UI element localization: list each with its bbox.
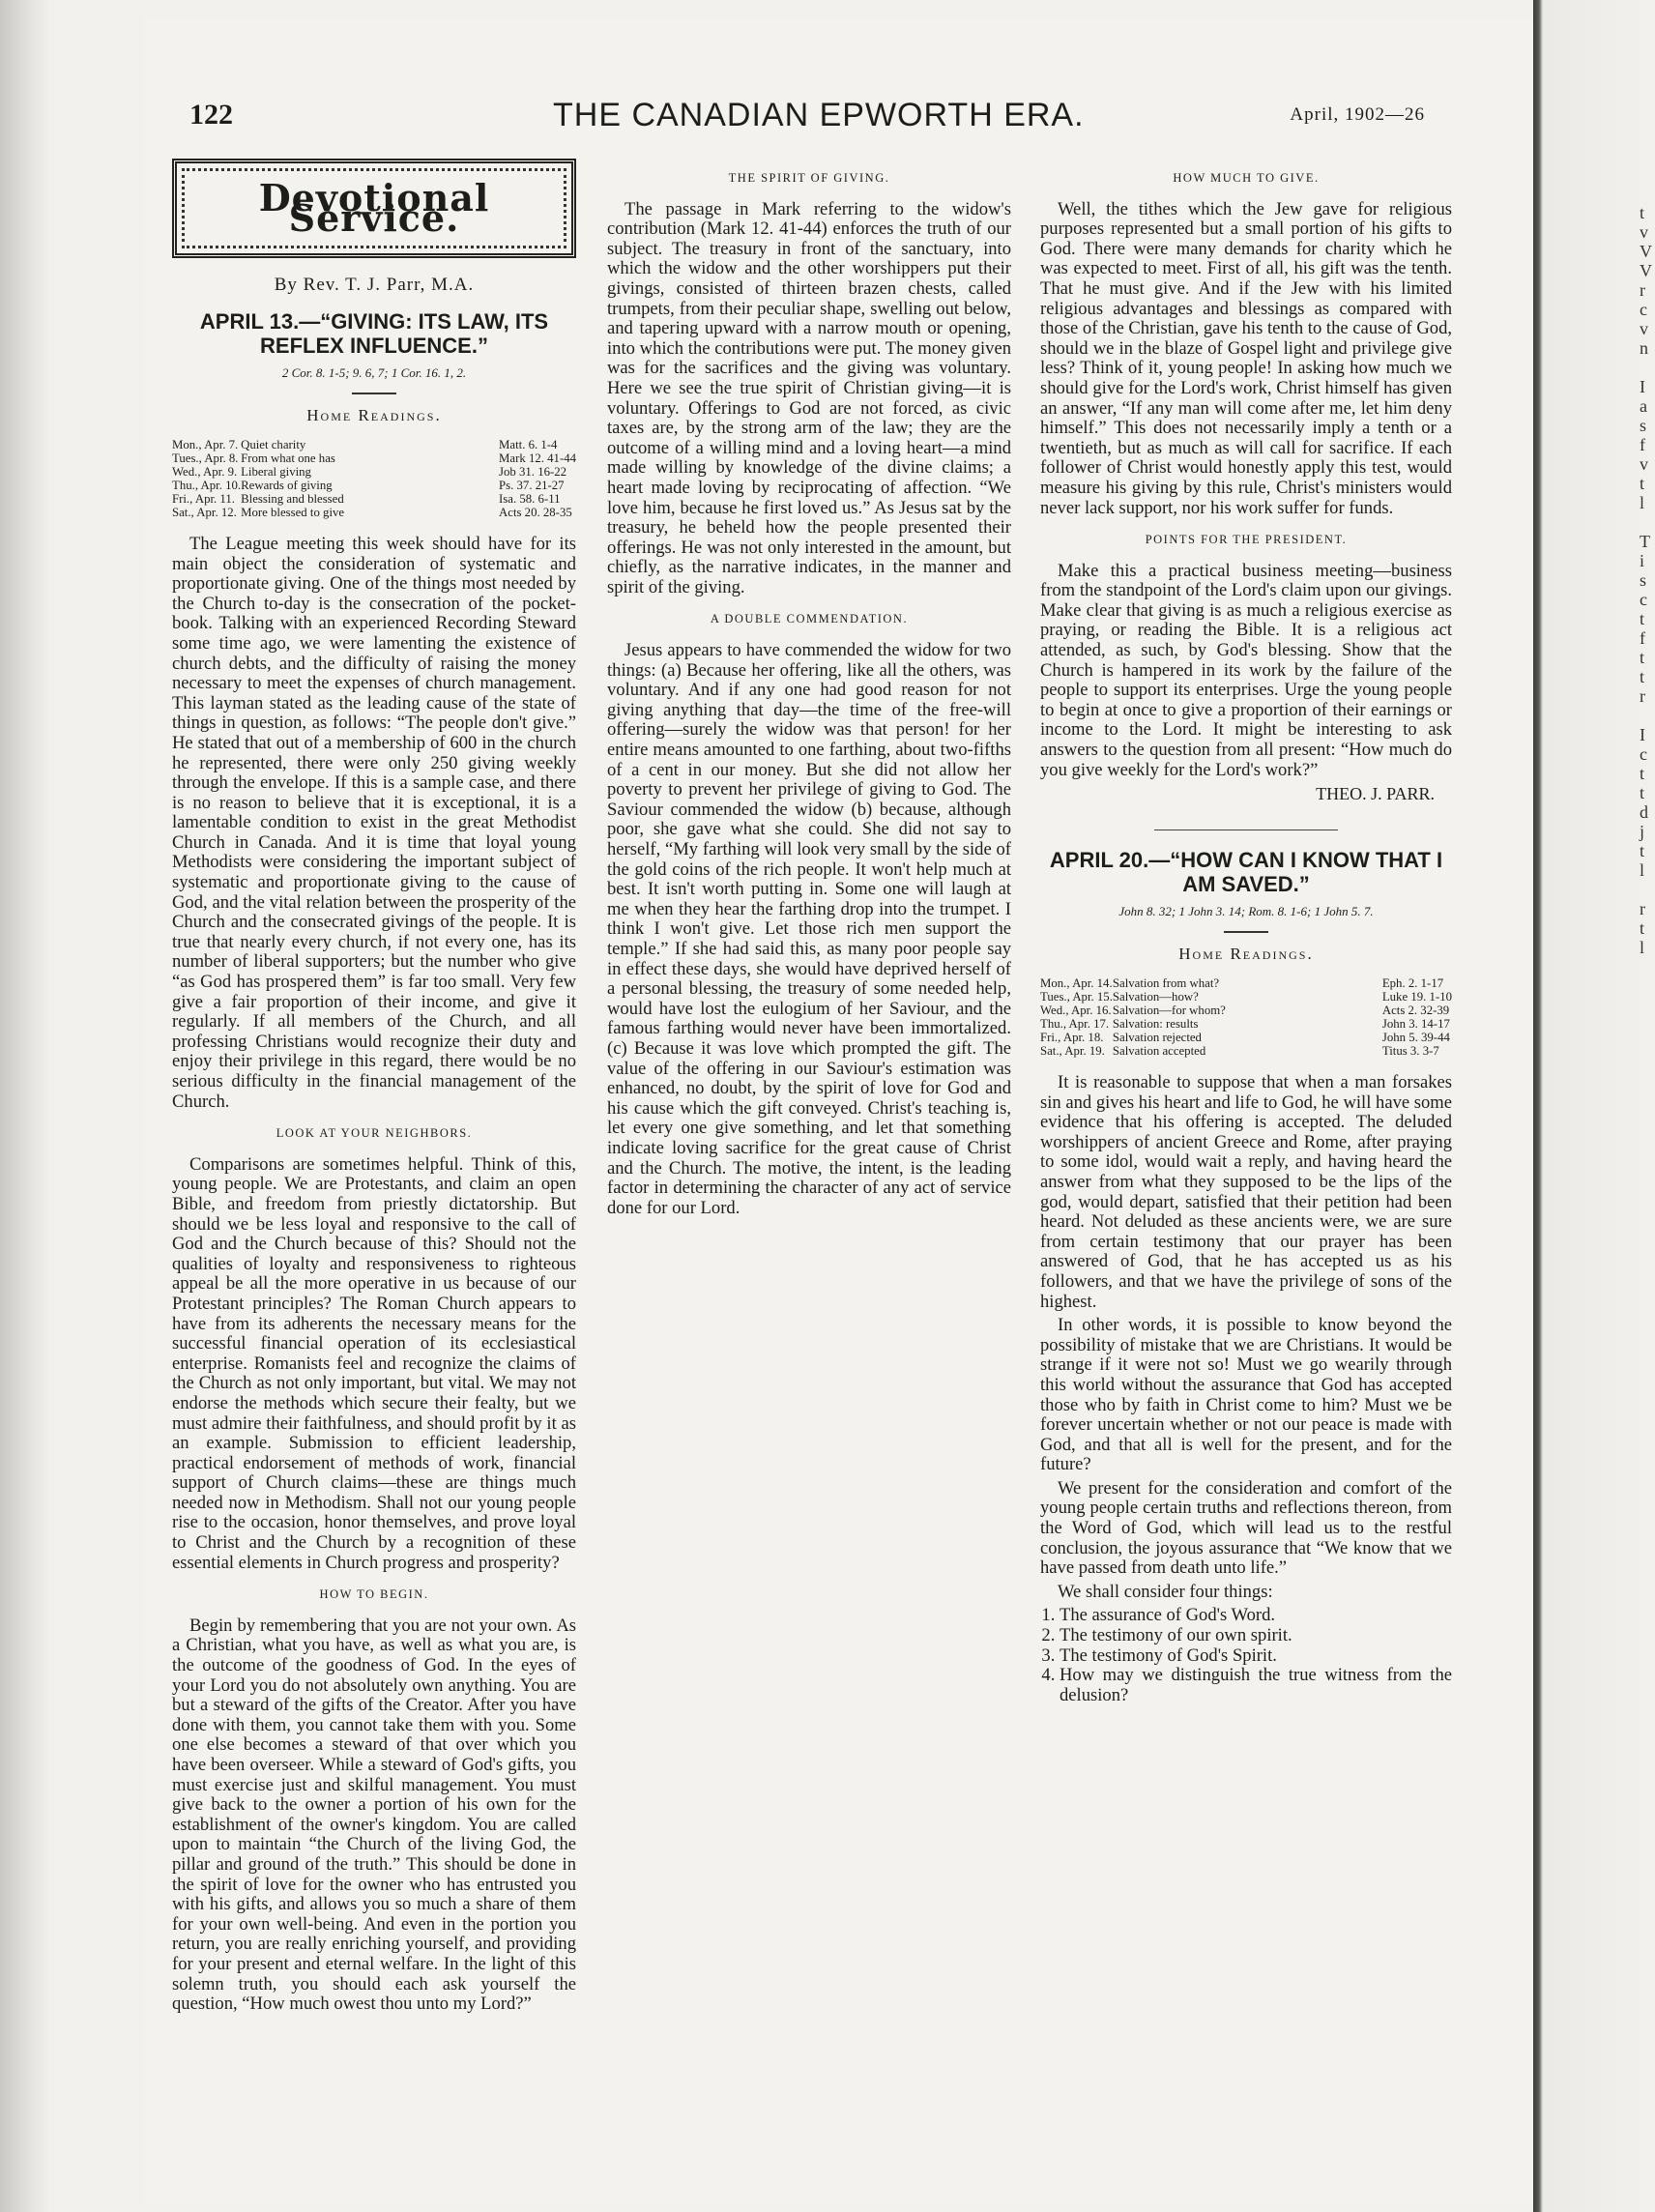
four-things-list — [1040, 1606, 1452, 1705]
divider — [352, 393, 396, 394]
reading-day: Tues., Apr. 8. — [172, 451, 239, 465]
reading-title: Salvation—how? — [1112, 990, 1199, 1004]
reading-ref: Ps. 37. 21-27 — [499, 478, 565, 492]
subheading-neighbors: LOOK AT YOUR NEIGHBORS. — [276, 1126, 473, 1141]
subheading-spirit: THE SPIRIT OF GIVING. — [728, 171, 890, 185]
table-row — [1040, 1031, 1452, 1044]
body-paragraph: We present for the consideration and comfort of the young people certain truths and reflections thereon, from the Word of God, which will lead us to the restful conclusion, the joyous assurance that “We know that we have passed from death unto life.” — [1040, 1477, 1452, 1579]
reading-ref: John 3. 14-17 — [1381, 1017, 1450, 1031]
column-3 — [1040, 157, 1452, 1705]
list-item: 1. The assurance of God's Word. — [1060, 1606, 1452, 1626]
list-item: 4. How may we distinguish the true witness from the delusion? — [1060, 1666, 1452, 1705]
subheading-double: A DOUBLE COMMENDATION. — [710, 612, 909, 626]
reading-day: Mon., Apr. 7. — [172, 437, 239, 451]
facing-page-text-fragment: t v V V r c v n I a s f v t l T i s c t f t t r I c t t d j t l r t l — [1640, 203, 1652, 957]
byline: By Rev. T. J. Parr, M.A. — [274, 275, 475, 296]
table-row — [1040, 1017, 1452, 1031]
scripture-references: John 8. 32; 1 John 3. 14; Rom. 8. 1-6; 1 John 5. 7. — [1118, 903, 1374, 918]
column-2 — [607, 157, 1011, 1222]
reading-title: Salvation accepted — [1112, 1044, 1206, 1058]
subheading-president: POINTS FOR THE PRESIDENT. — [1145, 533, 1348, 547]
scripture-references: 2 Cor. 8. 1-5; 9. 6, 7; 1 Cor. 16. 1, 2. — [281, 364, 467, 380]
masthead: THE CANADIAN EPWORTH ERA. — [553, 97, 1085, 133]
reading-day: Tues., Apr. 15. — [1040, 990, 1113, 1004]
reading-title: Salvation: results — [1112, 1017, 1199, 1031]
spirit-paragraph: The passage in Mark referring to the widow's contribution (Mark 12. 41-44) enforces the truth of our subject. The treasury in front of the sanctuary, into which the widow and the other worshippers put their givings, consisted of thirteen brazen chests, called trumpets, from their peculiar shape, swelling out below, and tapering upward with a narrow mouth or opening, into which the contributions were put. The money given was for the sacrifices and the giving was voluntary. Here we see the true spirit of Christian giving—it is voluntary. Offerings to God are not forced, as civic taxes are, by the strong arm of the law; they are the outcome of a willing mind and a loving heart—a mind made willing by knowledge of the divine claims; a heart made loving by reciprocating of affection. “We love him, because he first loved us.” As Jesus sat by the treasury, he beheld how the people presented their offerings. He was not only interested in the amount, but chiefly, as the narrative indicates, in the manner and spirit of the giving. — [607, 198, 1011, 597]
home-readings-table — [1040, 976, 1452, 1058]
reading-day: Fri., Apr. 11. — [172, 491, 235, 506]
begin-paragraph: Begin by remembering that you are not your own. As a Christian, what you have, as well as what you are, is the outcome of the goodness of God. In the eyes of your Lord you do not absolutely own anything. You are but a steward of the gifts of the Creator. After you have done with them, you cannot take them with you. Some one else becomes a steward of that over which you have been overseer. While a steward of God's gifts, you must exercise just and skilful management. You must give back to the owner a portion of his own for the establishment of the owner's kingdom. You are called upon to maintain “the Church of the living God, the pillar and ground of the truth.” This should be done in the spirit of love for the owner who has entrusted you with his gifts, and allows you so much a share of them for your own well-being. And even in the portion you return, you are really enriching yourself, and providing for your present and eternal welfare. In the light of this solemn truth, you should each ask yourself the question, “How much owest thou unto my Lord?” — [172, 1615, 576, 2015]
subheading-howmuch: HOW MUCH TO GIVE. — [1173, 171, 1320, 185]
table-row — [172, 438, 576, 451]
signature: THEO. J. PARR. — [1316, 784, 1435, 804]
reading-title: More blessed to give — [241, 505, 345, 519]
divider — [1224, 931, 1268, 933]
reading-title: Quiet charity — [241, 437, 306, 451]
reading-title: Salvation rejected — [1112, 1031, 1202, 1044]
page-header — [189, 97, 1446, 145]
table-row — [172, 479, 576, 492]
section-banner-title: Devotional Service. — [182, 168, 566, 248]
facing-page-edge — [1533, 0, 1655, 2212]
list-item: 3. The testimony of God's Spirit. — [1060, 1646, 1452, 1667]
reading-title: Salvation from what? — [1112, 976, 1220, 990]
reading-ref: Isa. 58. 6-11 — [499, 491, 561, 506]
reading-ref: Matt. 6. 1-4 — [499, 437, 558, 451]
reading-ref: Luke 19. 1-10 — [1381, 990, 1452, 1004]
reading-title: Rewards of giving — [241, 478, 333, 492]
intro-paragraph: The League meeting this week should have for its main object the consideration of systematic and proportionate giving. One of the things most needed by the Church to-day is the consecration of the pocket-book. Talking with an experienced Recording Steward some time ago, we were lamenting the existence of church debts, and the difficulty of raising the money necessary to meet the expenses of church management. This layman stated as the leading cause of the state of things in question, as follows: “The people don't give.” He stated that out of a membership of 600 in the church he represented, there were only 250 giving weekly through the envelope. If this is a sample case, and there is no reason to believe that it is exceptional, it is a lamentable condition to exist in the great Methodist Church in Canada. And it is time that loyal young Methodists were considering the important subject of systematic and proportionate giving to the cause of God, and the vital relation between the prosperity of the Church and the consecrated givings of the people. It is true that nearly every church, if not every one, has its number of liberal supporters; but the number who give “as God has prospered them” is far too small. Very few give a fair proportion of their income, and give it regularly. If all members of the Church, and all professing Christians would recognize their duty and enjoy their privilege in this regard, there would be no serious difficulty in the financial management of the Church. — [172, 533, 576, 1112]
reading-day: Mon., Apr. 14. — [1040, 976, 1113, 990]
neighbors-paragraph: Comparisons are sometimes helpful. Think of this, young people. We are Protestants, and claim an open Bible, and freedom from priestly dictatorship. But should we be less loyal and responsive to the call of God and the Church because of this? Should not the qualities of loyalty and responsiveness to righteous appeal be all the more operative in us because of our Protestant principles? The Roman Church appears to have from its adherents the necessary means for the successful financial operation of its ecclesiastical enterprise. Romanists feel and recognize the claims of the Church as not only important, but vital. We may not endorse the methods which secure their fealty, but we must admire their faithfulness, and should profit by it as an example. Submission to efficient leadership, practical endorsement of methods of work, financial support of Church claims—these are things much needed now in Methodism. Shall not our young people rise to the occasion, honor themselves, and prove loyal to Christ and the Church by a recognition of these essential elements in Church progress and prosperity? — [172, 1153, 576, 1573]
binding-shadow — [0, 0, 50, 2212]
reading-ref: John 5. 39-44 — [1381, 1031, 1450, 1044]
reading-title: Blessing and blessed — [241, 491, 344, 506]
reading-day: Wed., Apr. 9. — [172, 464, 238, 479]
body-paragraph: We shall consider four things: — [1058, 1581, 1273, 1602]
reading-day: Fri., Apr. 18. — [1040, 1031, 1104, 1044]
table-row — [172, 451, 576, 465]
table-row — [1040, 990, 1452, 1004]
home-readings-heading: Home Readings. — [1178, 945, 1314, 964]
reading-day: Wed., Apr. 16. — [1040, 1004, 1112, 1017]
subheading-begin: HOW TO BEGIN. — [319, 1587, 429, 1602]
page-number: 122 — [189, 99, 233, 131]
section-banner — [172, 159, 576, 258]
lesson-title: APRIL 13.—“GIVING: ITS LAW, ITS REFLEX INFLUENCE.” — [199, 308, 549, 358]
table-row — [172, 492, 576, 506]
double-paragraph: Jesus appears to have commended the widow for two things: (a) Because her offering, like all the others, was voluntary. And if any one had good reason for not giving anything that day—the time of the free-will offering—surely the widow was that person! for her entire means amounted to one farthing, about two-fifths of a cent in our money. But she did not allow her poverty to prevent her privilege of giving to God. The Saviour commended the widow (b) because, although poor, she gave what she could. She did not say to herself, “My farthing will look very small by the side of the gold coins of the rich people. It won't help much at best. It isn't worth putting in. Some one will laugh at me when they hear the farthing drop into the trumpet. I think I won't give. Let those rich men support the temple.” If she had said this, as many poor people say in effect these days, she would have deprived herself of a personal blessing, the treasury of some needed help, would have lost the eulogium of her Saviour, and the famous farthing would never have been immortalized. (c) Because it was love which prompted the gift. The value of the offering in our Saviour's estimation was enhanced, no doubt, by the spirit of love for God and his cause which the gift conveyed. Christ's teaching is, let every one give something, and let that something indicate loving sacrifice for the great cause of Christ and the Church. The motive, the intent, is the leading factor in determining the character of any act of service done for our Lord. — [607, 640, 1011, 1218]
president-paragraph: Make this a practical business meeting—business from the standpoint of the Lord's claim upon our givings. Make clear that giving is as much a religious exercise as praying, or reading the Bible. It is a religious act attended, as such, by God's blessing. Show that the Church is hampered in its work by the failure of the people to support its enterprises. Urge the young people to begin at once to give a proportion of their earnings or income to the Lord. It might be interesting to ask answers to the question from all present: “How much do you give weekly for the Lord's work?” — [1040, 560, 1452, 780]
home-readings-table — [172, 438, 576, 519]
column-1 — [172, 157, 576, 2019]
table-row — [1040, 1004, 1452, 1017]
reading-ref: Titus 3. 3-7 — [1381, 1044, 1439, 1058]
reading-ref: Eph. 2. 1-17 — [1381, 976, 1444, 990]
table-row — [1040, 976, 1452, 990]
reading-title: Liberal giving — [241, 464, 311, 479]
reading-day: Thu., Apr. 17. — [1040, 1017, 1110, 1031]
table-row — [1040, 1044, 1452, 1058]
table-row — [172, 465, 576, 479]
issue-date: April, 1902—26 — [1290, 104, 1425, 125]
reading-day: Sat., Apr. 19. — [1040, 1044, 1105, 1058]
reading-title: From what one has — [241, 451, 335, 465]
reading-day: Thu., Apr. 10. — [172, 478, 242, 492]
home-readings-heading: Home Readings. — [306, 406, 442, 425]
howmuch-paragraph: Well, the tithes which the Jew gave for religious purposes represented but a small portion of his gifts to God. There were many demands for charity which he was expected to meet. First of all, his gift was the tenth. That he must give. And if the Jew with his limited religious advantages and blessings as compared with those of the Christian, gave his tenth to the cause of God, should we in the blaze of Gospel light and privilege give less? Think of it, young people! In asking how much we should give for the Lord's work, Christ himself has given an answer, “If any man will come after me, let him deny himself.” This does not necessarily imply a tenth or a twentieth, but as much as will call for sacrifice. If each follower of Christ would honestly apply this test, would measure his giving by this rule, Christ's ministers would never lack support, nor his work suffer for funds. — [1040, 198, 1453, 518]
lesson-title: APRIL 20.—“HOW CAN I KNOW THAT I AM SAVED.” — [1049, 847, 1443, 896]
reading-ref: Acts 20. 28-35 — [499, 505, 572, 519]
body-paragraph: It is reasonable to suppose that when a man forsakes sin and gives his heart and life to God, he will have some evidence that his offering is accepted. The deluded worshippers of ancient Greece and Rome, after praying to some idol, would wait a reply, and having heard the answer from what they supposed to be the lips of the god, would depart, satisfied that their petition had been heard. Not deluded as these ancients were, we are sure from certain testimony that our prayer has been answered of God, that he has accepted us as his followers, and that we have the privilege of sons of the highest. — [1040, 1072, 1453, 1312]
reading-ref: Mark 12. 41-44 — [499, 451, 576, 465]
reading-title: Salvation—for whom? — [1112, 1004, 1226, 1017]
table-row — [172, 506, 576, 519]
list-item: 2. The testimony of our own spirit. — [1060, 1626, 1452, 1646]
reading-ref: Job 31. 16-22 — [499, 464, 567, 479]
reading-day: Sat., Apr. 12. — [172, 505, 237, 519]
body-paragraph: In other words, it is possible to know beyond the possibility of mistake that we are Christians. It would be strange if it were not so! Must we go wearily through this world without the assurance that God has accepted those who by faith in Christ come to him? Must we be forever uncertain whether or not our peace is made with God, and that all is well for the present, and for the future? — [1040, 1315, 1452, 1475]
reading-ref: Acts 2. 32-39 — [1381, 1004, 1450, 1017]
